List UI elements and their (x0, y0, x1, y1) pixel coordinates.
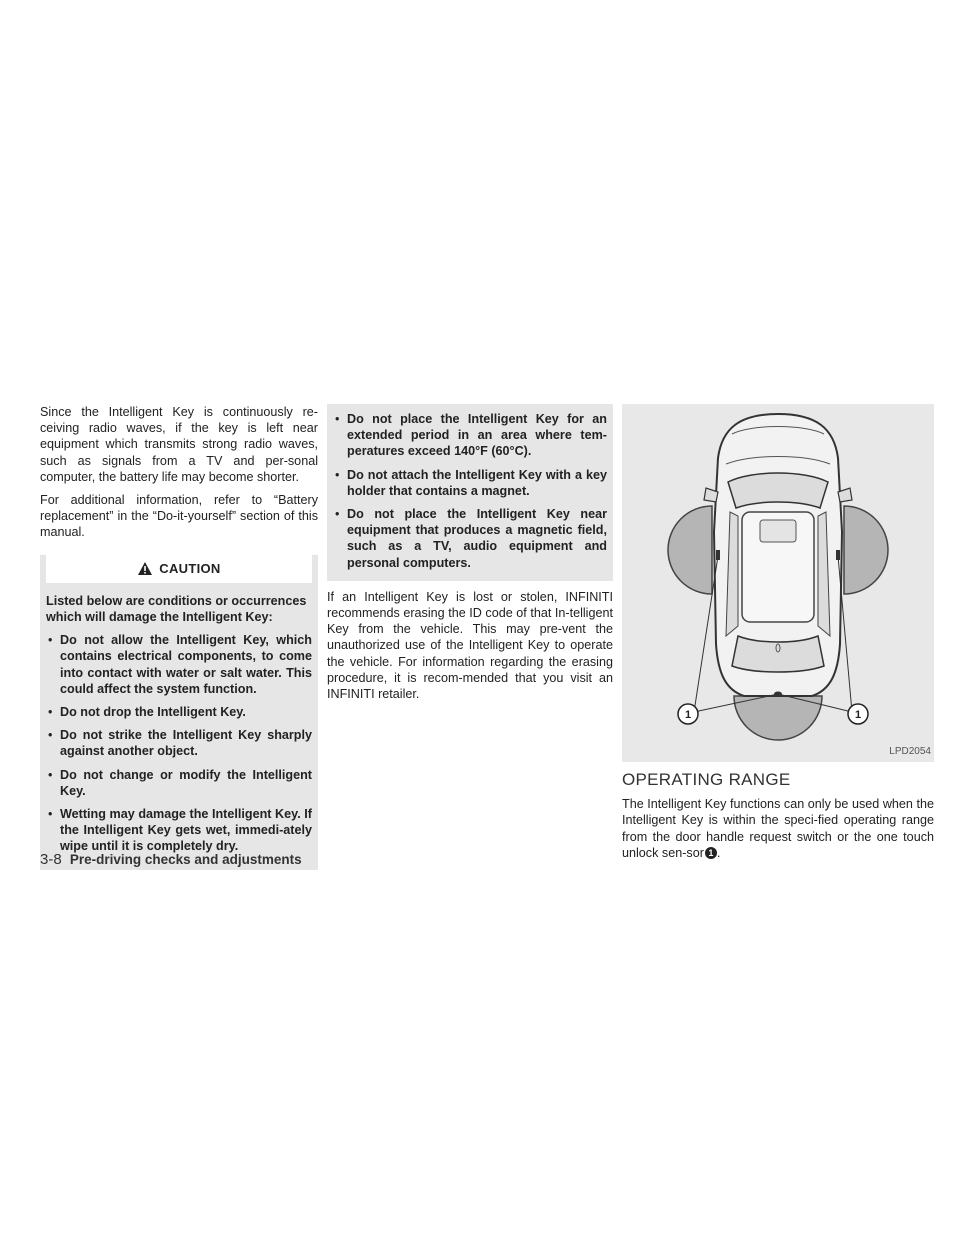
caution-item: • Do not drop the Intelligent Key. (46, 704, 312, 720)
caution-item: • Wetting may damage the Intelligent Key. If the Intelligent Key gets wet, immedi-ately wipe until it is completely dry. (46, 806, 312, 855)
caution-list-continued (333, 411, 607, 571)
caution-box-continued (327, 404, 613, 581)
operating-range-paragraph (622, 796, 934, 861)
column-left (40, 404, 318, 870)
caution-item: • Do not change or modify the Intelligent Key. (46, 767, 312, 799)
lost-key-paragraph: If an Intelligent Key is lost or stolen, INFINITI recommends erasing the ID code of that In-telligent Key from the vehicle. This may pre-vent the unauthorized use of the Intelligent Key to operate the vehicle. For information regarding the erasing procedure, it is recom-mended that you visit an INFINITI retailer. (327, 589, 613, 702)
caution-intro: Listed below are conditions or occurrences which will damage the Intelligent Key: (46, 593, 307, 625)
caution-item: • Do not attach the Intelligent Key with a key holder that contains a magnet. (333, 467, 607, 499)
sentence-end: . (716, 845, 721, 860)
callout-left-label: 1 (684, 709, 692, 721)
key-battery-paragraph: Since the Intelligent Key is continuously re-ceiving radio waves, if the key is left near equipment which transmits strong radio waves, such as signals from a TV and per-sonal computer, the battery life may become shorter. (40, 405, 318, 484)
battery-reference-paragraph: For additional information, refer to “Battery replacement” in the “Do-it-yourself” section of this manual. (40, 493, 318, 540)
sensor-reference-number: 1 (705, 847, 717, 859)
figure-id: LPD2054 (889, 745, 931, 757)
caution-item: • Do not allow the Intelligent Key, which contains electrical components, to come into contact with water or salt water. This could affect the system function. (46, 632, 312, 697)
section-heading: OPERATING RANGE (622, 770, 791, 789)
caution-item: • Do not place the Intelligent Key for an extended period in an area where tem-peratures exceed 140°F (60°C). (333, 411, 607, 460)
page-number: 3-8 (40, 851, 62, 868)
operating-range-figure (622, 404, 934, 762)
caution-item: • Do not place the Intelligent Key near equipment that produces a magnetic field, such as a TV, audio equipment and personal computers. (333, 506, 607, 571)
callout-right-label: 1 (854, 709, 862, 721)
vehicle-top-view-illustration (622, 404, 934, 762)
caution-box (40, 555, 318, 870)
page-footer (40, 851, 302, 868)
caution-title: CAUTION (159, 560, 221, 576)
chapter-title: Pre-driving checks and adjustments (69, 852, 302, 867)
column-right (622, 404, 934, 868)
warning-icon (137, 561, 153, 576)
caution-list (46, 632, 312, 854)
column-middle (327, 404, 613, 709)
operating-range-text: The Intelligent Key functions can only be used when the Intelligent Key is within the speci-fied operating range from the door handle request switch or the one touch unlock sen-sor (622, 797, 934, 860)
caution-item: • Do not strike the Intelligent Key sharply against another object. (46, 727, 312, 759)
caution-header (46, 555, 312, 583)
